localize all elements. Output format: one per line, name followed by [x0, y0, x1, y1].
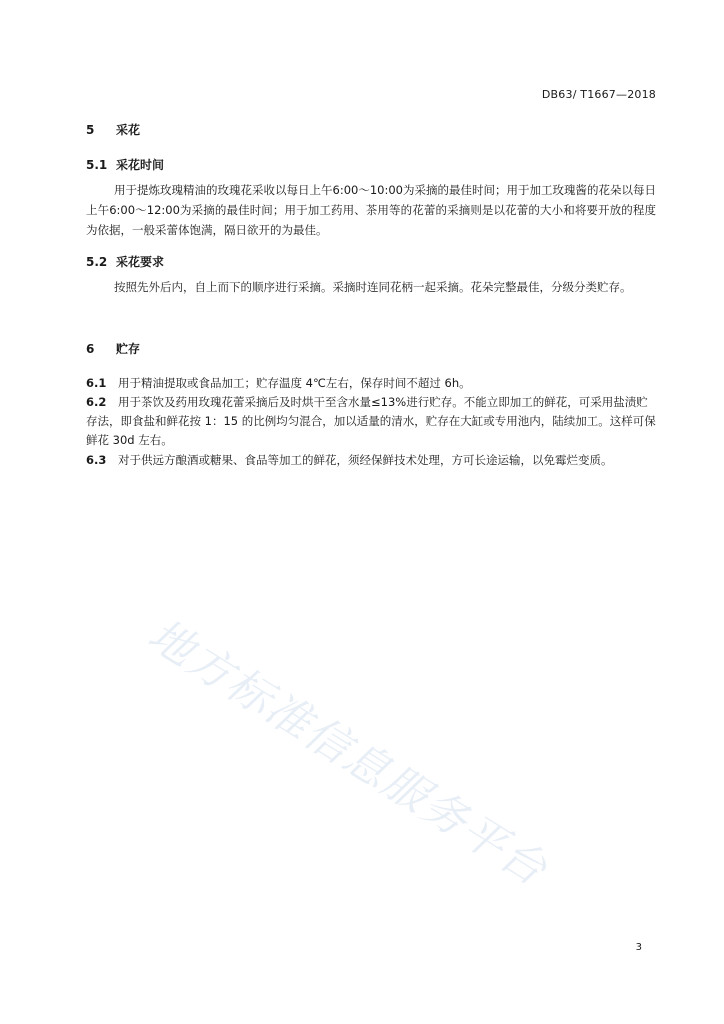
section-number: 6: [86, 342, 95, 356]
clause-text: 用于茶饮及药用玫瑰花蕾采摘后及时烘干至含水量≤13%进行贮存。不能立即加工的鲜花，可采用盐渍贮存法，即食盐和鲜花按 1：15 的比例均匀混合，加以适量的清水，贮存在大缸或专用池内，陆续加工。这样可保鲜花 30d 左右。: [86, 395, 656, 447]
section-title: 采花: [116, 123, 141, 137]
clause-6-2: [86, 393, 656, 450]
clause-text: 对于供远方酿酒或糖果、食品等加工的鲜花，须经保鲜技术处理，方可长途运输，以免霉烂变质。: [118, 453, 613, 467]
section-title: 采花时间: [116, 158, 165, 172]
clause-number: 6.2: [86, 395, 107, 409]
section-title: 贮存: [116, 342, 141, 356]
section-5-heading: [86, 121, 140, 138]
page-number: 3: [635, 942, 642, 953]
section-number: 5: [86, 123, 95, 137]
clause-6-1: [86, 374, 656, 393]
clause-number: 6.1: [86, 376, 107, 390]
section-5-1-heading: [86, 156, 164, 173]
clause-text: 用于精油提取或食品加工；贮存温度 4℃左右，保存时间不超过 6h。: [118, 376, 471, 390]
clause-number: 6.3: [86, 453, 107, 467]
section-title: 采花要求: [116, 255, 165, 269]
clause-6-3: [86, 451, 656, 470]
section-5-2-text: 按照先外后内，自上而下的顺序进行采摘。采摘时连同花柄一起采摘。花朵完整最佳，分级分类贮存。: [114, 280, 632, 294]
section-5-2-heading: [86, 253, 164, 270]
section-5-1-text: 用于提炼玫瑰精油的玫瑰花采收以每日上午6:00～10:00为采摘的最佳时间；用于加工玫瑰酱的花朵以每日上午6:00～12:00为采摘的最佳时间；用于加工药用、茶用等的花蕾的采摘则是以花蕾的大小和将要开放的程度为依据，一般采蕾体饱满，隔日欲开的为最佳。: [86, 183, 656, 237]
standard-code: DB63/ T1667—2018: [541, 88, 656, 101]
watermark: 地方标准信息服务平台: [139, 609, 557, 897]
section-number: 5.2: [86, 255, 108, 269]
section-6-heading: [86, 340, 140, 357]
section-number: 5.1: [86, 158, 108, 172]
